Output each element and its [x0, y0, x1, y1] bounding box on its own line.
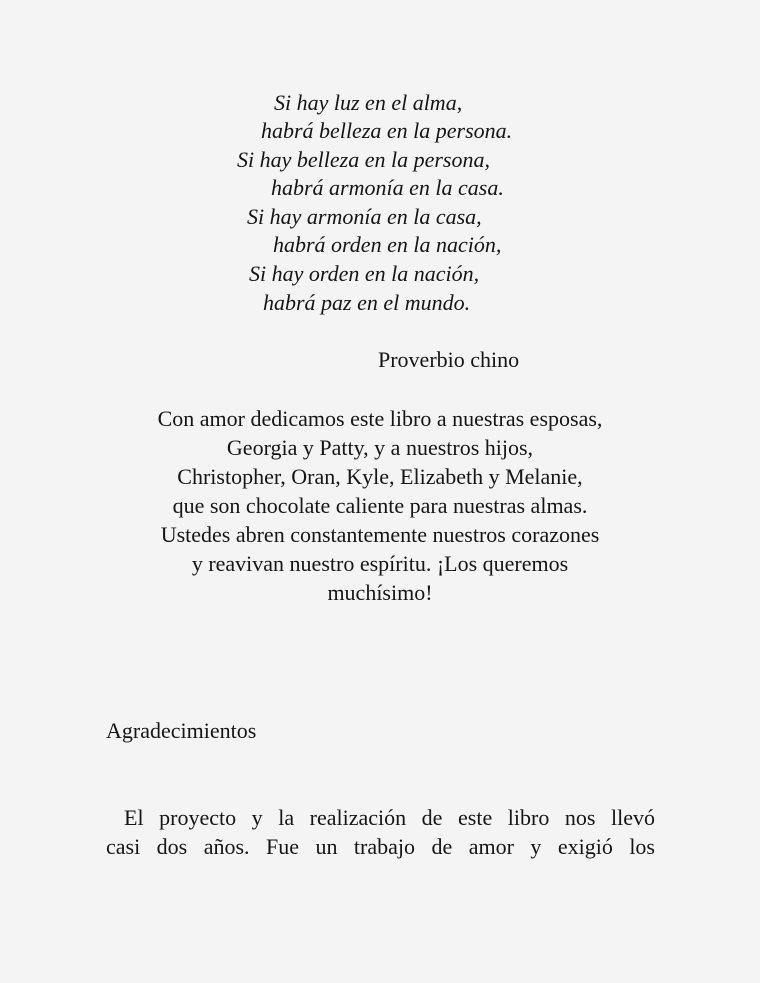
- poem-line: habrá paz en el mundo.: [263, 290, 471, 315]
- poem-line: Si hay luz en el alma,: [274, 90, 463, 115]
- dedication-line: Christopher, Oran, Kyle, Elizabeth y Melanie,: [177, 464, 583, 489]
- poem-line: habrá belleza en la persona.: [261, 118, 513, 143]
- dedication-line: y reavivan nuestro espíritu. ¡Los queremos: [191, 551, 569, 576]
- paragraph-line: El proyecto y la realización de este libro nos llevó: [124, 805, 655, 830]
- dedication-line: Georgia y Patty, y a nuestros hijos,: [226, 435, 534, 460]
- section-title: Agradecimientos: [106, 718, 257, 743]
- paragraph-line: casi dos años. Fue un trabajo de amor y exigió los: [106, 834, 655, 859]
- acknowledgments-paragraph: [106, 803, 655, 861]
- poem-line: Si hay orden en la nación,: [249, 261, 480, 286]
- poem-line: habrá orden en la nación,: [273, 232, 502, 257]
- dedication: [100, 404, 660, 607]
- dedication-line: que son chocolate caliente para nuestras almas.: [172, 493, 588, 518]
- poem-line: Si hay belleza en la persona,: [237, 147, 490, 172]
- poem-line: habrá armonía en la casa.: [271, 175, 504, 200]
- poem-attribution: Proverbio chino: [378, 347, 520, 372]
- poem-line: Si hay armonía en la casa,: [247, 204, 482, 229]
- dedication-line: Ustedes abren constantemente nuestros corazones: [160, 522, 600, 547]
- dedication-line: muchísimo!: [327, 580, 433, 605]
- dedication-line: Con amor dedicamos este libro a nuestras esposas,: [157, 406, 603, 431]
